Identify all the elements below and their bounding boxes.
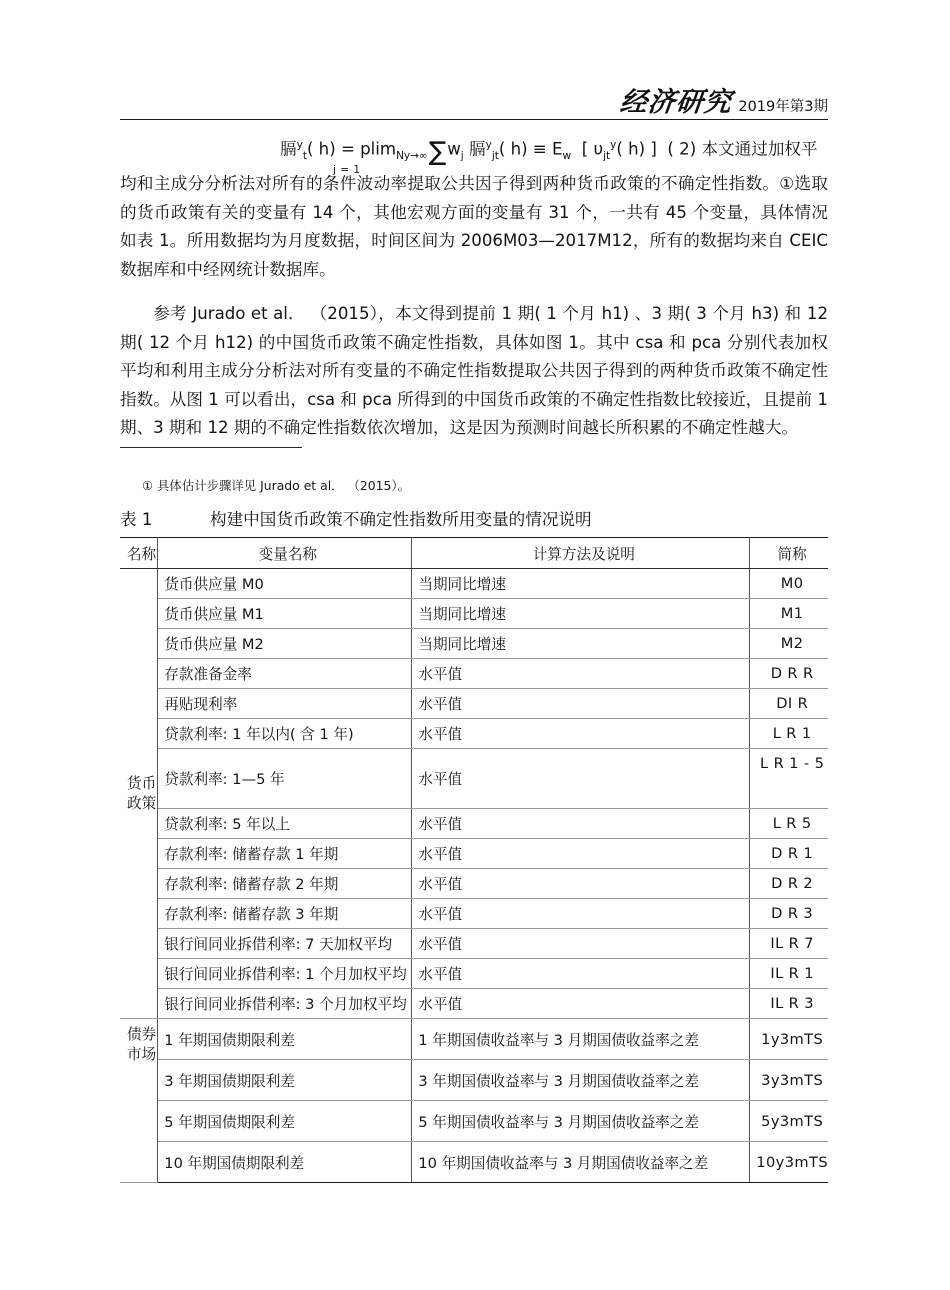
cell-variable-name: 货币供应量 M1: [158, 599, 412, 629]
col-header-variable: 变量名称: [158, 538, 412, 569]
cell-abbreviation: [750, 1142, 828, 1183]
cell-method: 当期同比增速: [412, 569, 750, 599]
table-row: [120, 869, 828, 899]
abbreviation-text: L R 1: [772, 725, 812, 742]
cell-method: 水平值: [412, 989, 750, 1019]
formula-e-sub: w: [562, 149, 572, 162]
table-row: [120, 809, 828, 839]
formula-plim-sub: Ny→∞: [396, 149, 428, 162]
journal-title: 经济研究: [618, 87, 734, 118]
abbreviation-text: M0: [780, 575, 804, 592]
cell-abbreviation: [750, 989, 828, 1019]
cell-method: 水平值: [412, 659, 750, 689]
cell-abbreviation: [750, 599, 828, 629]
row-group-label-line: 政策: [127, 794, 157, 812]
abbreviation-text: M1: [780, 605, 804, 622]
cell-method: 3 年期国债收益率与 3 月期国债收益率之差: [412, 1060, 750, 1101]
cell-abbreviation: [750, 689, 828, 719]
table-row: [120, 719, 828, 749]
cell-method: 水平值: [412, 929, 750, 959]
cell-variable-name: 银行间同业拆借利率: 1 个月加权平均: [158, 959, 412, 989]
paragraph-1-rest: 均和主成分分析法对所有的条件波动率提取公共因子得到两种货币政策的不确定性指数。①选取的货币政策有关的变量有 14 个，其他宏观方面的变量有 31 个，一共有 45 个变量，具体情况如表 1。所用数据均为月度数据，时间区间为 2006M03—2017M12，所有的数据均来自 CEIC 数据库和中经网统计数据库。: [120, 174, 828, 279]
cell-abbreviation: [750, 749, 828, 809]
display-formula: [120, 131, 828, 176]
cell-method: 水平值: [412, 809, 750, 839]
table-row: [120, 929, 828, 959]
cell-variable-name: 存款利率: 储蓄存款 1 年期: [158, 839, 412, 869]
abbreviation-text: D R R: [770, 665, 814, 682]
table-body: [120, 569, 828, 1183]
footnote-1: ① 具体估计步骤详见 Jurado et al． （2015）。: [142, 478, 410, 493]
table-row: [120, 1060, 828, 1101]
table-caption-title: 构建中国货币政策不确定性指数所用变量的情况说明: [210, 510, 592, 529]
variables-table-wrapper: [120, 537, 828, 1183]
formula-bracket-tail: ( h) ]: [616, 139, 657, 159]
abbreviation-text: 3y3mTS: [761, 1071, 824, 1089]
col-header-method: 计算方法及说明: [412, 538, 750, 569]
cell-variable-name: 存款利率: 储蓄存款 2 年期: [158, 869, 412, 899]
cell-variable-name: 10 年期国债期限利差: [158, 1142, 412, 1183]
abbreviation-text: 5y3mTS: [761, 1112, 824, 1130]
formula-upsilon: υ: [593, 139, 604, 159]
cell-abbreviation: [750, 1019, 828, 1060]
table-row: [120, 1101, 828, 1142]
formula-w: w: [447, 139, 461, 159]
cell-variable-name: 银行间同业拆借利率: 7 天加权平均: [158, 929, 412, 959]
cell-variable-name: 贷款利率: 1—5 年: [158, 749, 412, 809]
paragraph-2: 参考 Jurado et al． （2015），本文得到提前 1 期( 1 个月 h1) 、3 期( 3 个月 h3) 和 12 期( 12 个月 h12) 的中国货币政策不确定性指数，具体如图 1。其中 csa 和 pca 分别代表加权平均和利用主成分分析法对所有变量的不确定性指数提取公共因子得到的两种货币政策不确定性指数。从图 1 可以看出，csa 和 pca 所得到的中国货币政策的不确定性指数比较接近，且提前 1 期、3 期和 12 期的不确定性指数依次增加，这是因为预测时间越长所积累的不确定性越大。: [120, 304, 828, 437]
cell-method: 水平值: [412, 959, 750, 989]
cell-abbreviation: [750, 929, 828, 959]
formula-continuation-text: 本文通过加权平: [701, 139, 818, 159]
table-row: [120, 629, 828, 659]
cell-method: 水平值: [412, 719, 750, 749]
cell-variable-name: 贷款利率: 1 年以内( 含 1 年): [158, 719, 412, 749]
cell-abbreviation: [750, 959, 828, 989]
formula-term2: 膈: [469, 139, 486, 159]
running-head: [120, 78, 828, 120]
formula-w-sub: j: [460, 149, 464, 162]
cell-variable-name: 贷款利率: 5 年以上: [158, 809, 412, 839]
cell-method: 水平值: [412, 869, 750, 899]
formula-lhs-tail: ( h) = plim: [306, 139, 397, 159]
table-head: [120, 538, 828, 569]
cell-variable-name: 再贴现利率: [158, 689, 412, 719]
table-row: [120, 689, 828, 719]
cell-variable-name: 存款利率: 储蓄存款 3 年期: [158, 899, 412, 929]
cell-abbreviation: [750, 869, 828, 899]
abbreviation-text: D R 3: [771, 905, 814, 922]
table-row: [120, 899, 828, 929]
footnote-separator: [120, 447, 302, 448]
cell-variable-name: 3 年期国债期限利差: [158, 1060, 412, 1101]
cell-abbreviation: [750, 809, 828, 839]
table-row: [120, 1019, 828, 1060]
formula-lhs: 膈: [280, 139, 297, 159]
abbreviation-text: M2: [780, 635, 804, 652]
formula-equation-number: ( 2): [667, 139, 697, 159]
cell-abbreviation: [750, 659, 828, 689]
abbreviation-text: IL R 3: [770, 995, 814, 1012]
abbreviation-text: D R 1: [771, 845, 814, 862]
formula-ups-sup: y: [610, 139, 617, 151]
cell-method: 水平值: [412, 749, 750, 809]
cell-variable-name: 银行间同业拆借利率: 3 个月加权平均: [158, 989, 412, 1019]
abbreviation-text: IL R 7: [770, 935, 814, 952]
issue-label: 2019年第3期: [738, 98, 828, 115]
cell-abbreviation: [750, 1101, 828, 1142]
table-row: [120, 989, 828, 1019]
abbreviation-text: IL R 1: [770, 965, 814, 982]
cell-abbreviation: [750, 629, 828, 659]
cell-abbreviation: [750, 839, 828, 869]
formula-ups-sub: jt: [603, 149, 611, 162]
table-row: [120, 839, 828, 869]
table-row: [120, 569, 828, 599]
summation-icon: ∑: [428, 136, 447, 167]
formula-term2-sub: jt: [491, 149, 499, 162]
formula-term2-sup: y: [485, 139, 492, 151]
cell-method: 当期同比增速: [412, 629, 750, 659]
paragraph-formula: [120, 131, 828, 284]
cell-method: 水平值: [412, 839, 750, 869]
table-row: [120, 959, 828, 989]
abbreviation-text: L R 1 - 5: [760, 755, 825, 772]
row-group-label: [120, 1019, 158, 1183]
table-row: [120, 749, 828, 809]
table-row: [120, 599, 828, 629]
cell-method: 1 年期国债收益率与 3 月期国债收益率之差: [412, 1019, 750, 1060]
table-row: [120, 1142, 828, 1183]
formula-lhs-sup: y: [296, 139, 303, 151]
col-header-abbr: 简称: [750, 538, 828, 569]
cell-abbreviation: [750, 569, 828, 599]
row-group-label: [120, 569, 158, 1019]
summation-lower-limit: j = 1: [333, 164, 361, 176]
cell-method: 水平值: [412, 899, 750, 929]
cell-method: 5 年期国债收益率与 3 月期国债收益率之差: [412, 1101, 750, 1142]
formula-bracket-open: [: [581, 139, 594, 159]
cell-method: 水平值: [412, 689, 750, 719]
abbreviation-text: 1y3mTS: [761, 1030, 824, 1048]
col-header-name: 名称: [120, 538, 158, 569]
table-header-row: [120, 538, 828, 569]
abbreviation-text: DI R: [776, 695, 809, 712]
formula-lhs-sub: t: [302, 149, 307, 162]
abbreviation-text: 10y3mTS: [756, 1153, 828, 1171]
cell-variable-name: 5 年期国债期限利差: [158, 1101, 412, 1142]
cell-abbreviation: [750, 899, 828, 929]
cell-variable-name: 货币供应量 M2: [158, 629, 412, 659]
abbreviation-text: D R 2: [771, 875, 814, 892]
table-caption-number: 表 1: [120, 510, 153, 529]
row-group-label-line: 货币: [127, 774, 157, 792]
cell-variable-name: 货币供应量 M0: [158, 569, 412, 599]
cell-variable-name: 存款准备金率: [158, 659, 412, 689]
table-row: [120, 659, 828, 689]
table-caption: [120, 505, 828, 535]
abbreviation-text: L R 5: [772, 815, 812, 832]
cell-abbreviation: [750, 719, 828, 749]
cell-abbreviation: [750, 1060, 828, 1101]
formula-term2-tail: ( h) ≡ E: [498, 139, 563, 159]
cell-variable-name: 1 年期国债期限利差: [158, 1019, 412, 1060]
cell-method: 10 年期国债收益率与 3 月期国债收益率之差: [412, 1142, 750, 1183]
row-group-label-line: 债券: [127, 1026, 157, 1043]
row-group-label-line: 市场: [127, 1046, 157, 1063]
cell-method: 当期同比增速: [412, 599, 750, 629]
variables-table: [120, 537, 828, 1183]
